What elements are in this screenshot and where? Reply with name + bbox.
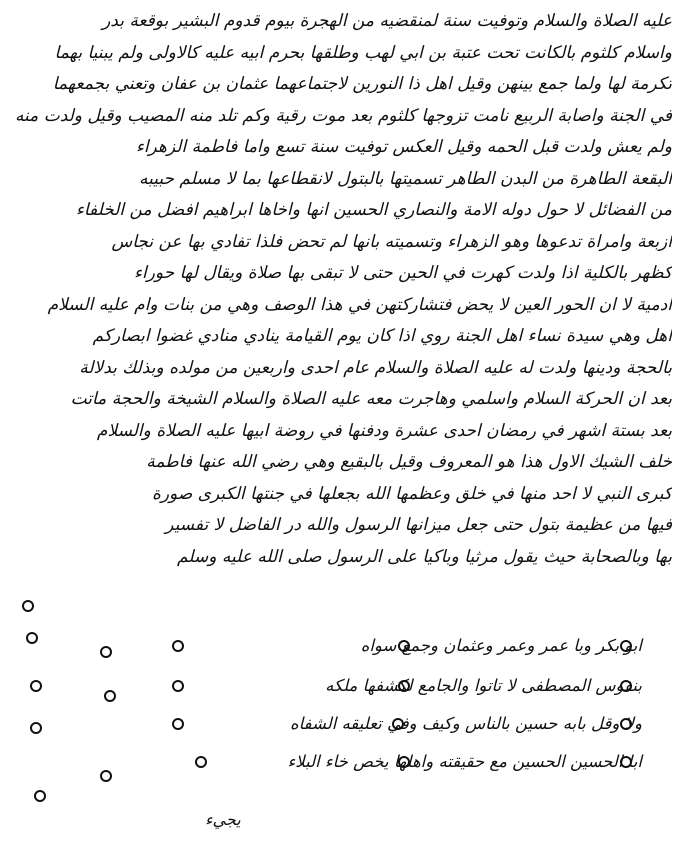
prose-line: فيها من عظيمة بتول حتى جعل ميزانها الرسول والله در الفاضل لا تفسير: [165, 515, 672, 535]
verse-marker-icon: [34, 790, 46, 802]
prose-line: واسلام كلثوم بالكانت تحت عتبة بن ابي لهب وطلقها بحرم ابيه عليه كالاولى ولم يبنيا بهما: [54, 42, 672, 63]
verse-marker-icon: [30, 722, 42, 734]
prose-line: كبرى النبي لا احد منها في خلق وعظمها الله بجعلها في جنتها الكبرى صورة: [151, 483, 672, 504]
prose-line: عليه الصلاة والسلام وتوفيت سنة لمنقضيه من الهجرة بيوم قدوم البشير بوقعة بدر: [102, 11, 672, 31]
verse-marker-icon: [104, 690, 116, 702]
hemistich-separator-icon: [392, 718, 404, 730]
verse-line: ابو بكر وبا عمر وعمر وعثمان وجمع سواه: [360, 636, 642, 655]
verse-marker-icon: [26, 632, 38, 644]
prose-line: ولم يعش ولدت قبل الحمه وقيل العكس توفيت سنة تسع واما فاطمة الزهراء: [135, 137, 672, 157]
verse-line: ابا الحسين الحسين مع حقيقته واهلها يخص خاء البلاء: [287, 752, 642, 771]
hemistich-separator-icon: [172, 718, 184, 730]
hemistich-separator-icon: [172, 680, 184, 692]
prose-line: بالحجة ودينها ولدت له عليه الصلاة والسلام عام احدى واربعين من مولده وبذلك بدلالة: [79, 357, 672, 378]
verse-line: بنفوس المصطفى لا تاتوا والجامع لكشفها ملكه: [325, 676, 642, 695]
hemistich-separator-icon: [620, 680, 632, 692]
verse-block: [0, 600, 682, 800]
prose-line: بعد بستة اشهر في رمضان احدى عشرة ودفنها في روضة ابيها عليه الصلاة والسلام: [96, 420, 672, 441]
prose-line: ازبعة وامراة تدعوها وهو الزهراء وتسميته بانها لم تحض فلذا تفادي بها عن نجاس: [111, 231, 672, 252]
hemistich-separator-icon: [195, 756, 207, 768]
prose-line: اهل وهي سيدة نساء اهل الجنة روي اذا كان يوم القيامة ينادي منادي غضوا ابصاركم: [92, 326, 672, 346]
prose-line: كظهر بالكلية اذا ولدت كهرت في الحين حتى لا تبقى بها صلاة ويقال لها حوراء: [134, 263, 672, 283]
prose-block: [12, 6, 672, 573]
hemistich-separator-icon: [172, 640, 184, 652]
prose-line: من الفضائل لا حول دوله الامة والنصاري الحسين انها واخاها ابراهيم افضل من الخلفاء: [75, 200, 672, 220]
hemistich-separator-icon: [398, 756, 410, 768]
verse-marker-icon: [100, 646, 112, 658]
verse-marker-icon: [100, 770, 112, 782]
prose-line: بها وبالصحابة حيث يقول مرثيا وباكيا على الرسول صلى الله عليه وسلم: [177, 546, 672, 567]
hemistich-separator-icon: [620, 756, 632, 768]
hemistich-separator-icon: [620, 640, 632, 652]
verse-line: ولا وقل بابه حسين بالناس وكيف وفي تعليقه الشفاه: [289, 714, 642, 733]
hemistich-separator-icon: [398, 640, 410, 652]
prose-line: خلف الشيك الاول هذا هو المعروف وقيل بالبقيع وهي رضي الله عنها فاطمة: [146, 452, 672, 472]
prose-line: في الجنة واصابة الربيع نامت تزوجها كلثوم بعد موت رقية وكم تلد منه المصيب وقيل ولدت منه: [14, 105, 672, 126]
hemistich-separator-icon: [398, 680, 410, 692]
prose-line: ادمية لا ان الحور العين لا يحض فتشاركتهن في هذا الوصف وهي من بنات وام عليه السلام: [47, 294, 672, 315]
verse-marker-icon: [22, 600, 34, 612]
prose-line: البقعة الطاهرة من البدن الطاهر تسميتها بالبتول لانقطاعها بما لا مسلم حبيبه: [139, 168, 672, 189]
prose-line: بعد ان الحركة السلام واسلمي وهاجرت معه عليه الصلاة والسلام الشيخة والحجة ماتت: [70, 389, 672, 409]
catchword: يجيء: [205, 810, 241, 829]
verse-marker-icon: [30, 680, 42, 692]
hemistich-separator-icon: [620, 718, 632, 730]
prose-line: تكرمة لها ولما جمع بينهن وقيل اهل ذا النورين لاجتماعهما عثمان بن عفان وتعني بجمعهما: [52, 74, 672, 94]
